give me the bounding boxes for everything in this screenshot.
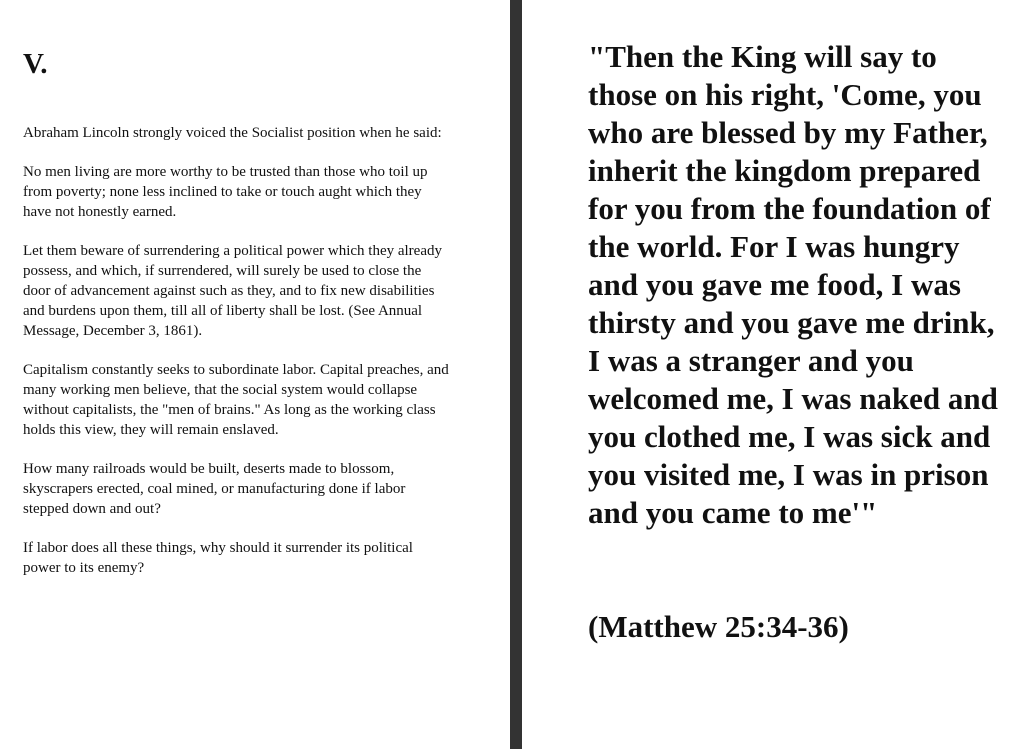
paragraph-lincoln-quote-2: Let them beware of surrendering a political power which they already possess, and which, if surrendered, will surely be used to close the door of advancement against such as they, and to fix new disabilities and burdens upon them, till all of liberty shall be lost. (See Annual Message, December 3, 1861). [23, 243, 442, 339]
paragraph-railroads: How many railroads would be built, deserts made to blossom, skyscrapers erected, coal mined, or manufacturing done if labor stepped down and out? [23, 461, 406, 517]
paragraph-intro: Abraham Lincoln strongly voiced the Socialist position when he said: [23, 125, 442, 141]
right-page [522, 0, 1017, 749]
paragraph-capitalism: Capitalism constantly seeks to subordinate labor. Capital preaches, and many working men believe, that the social system would collapse without capitalists, the "men of brains." As long as the working class holds this view, they will remain enslaved. [23, 362, 449, 438]
section-heading: V. [23, 48, 48, 80]
page-divider [510, 0, 522, 749]
scripture-quote: "Then the King will say to those on his right, 'Come, you who are blessed by my Father, inherit the kingdom prepared for you from the foundation of the world. For I was hungry and you gave me food, I was thirsty and you gave me drink, I was a stranger and you welcomed me, I was naked and you clothed me, I was sick and you visited me, I was in prison and you came to me'" [588, 39, 998, 530]
paragraph-lincoln-quote-1: No men living are more worthy to be trusted than those who toil up from poverty; none less inclined to take or touch aught which they have not honestly earned. [23, 164, 428, 220]
paragraph-political-power: If labor does all these things, why should it surrender its political power to its enemy? [23, 540, 413, 576]
left-body-text [23, 123, 451, 597]
scripture-citation: (Matthew 25:34-36) [588, 609, 849, 644]
